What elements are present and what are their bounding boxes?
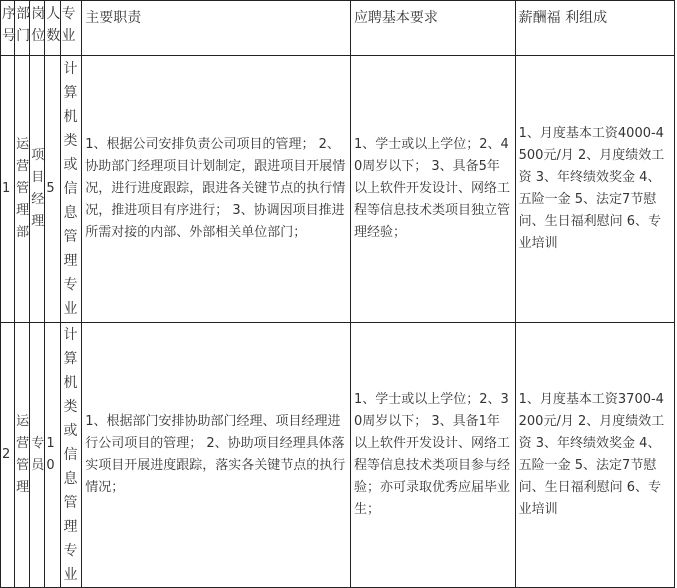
cell-position: 项目经理 [30, 56, 45, 323]
cell-dept: 运营管理部 [15, 56, 30, 323]
header-requirement: 应聘基本要求 [350, 1, 515, 56]
cell-duty: 1、根据部门安排协助部门经理、项目经理进行公司项目的管理； 2、协助项目经理具体落实项目开展进度跟踪，落实各关键节点的执行情况； [82, 323, 351, 588]
cell-requirement: 1、学士或以上学位；2、40周岁以下； 3、具备5年以上软件开发设计、网络工程等信息技术类项目独立管理经验； [350, 56, 515, 323]
cell-count: 5 [45, 56, 60, 323]
header-seq: 序号 [1, 1, 15, 56]
header-count: 人数 [45, 1, 60, 56]
header-duty: 主要职责 [82, 1, 351, 56]
cell-duty: 1、根据公司安排负责公司项目的管理； 2、协助部门经理项目计划制定，跟进项目开展情况，进行进度跟踪，跟进各关键节点的执行情况，推进项目有序进行； 3、协调因项目推进所需对接的内部、外部相关单位部门； [82, 56, 351, 323]
header-dept: 部门 [15, 1, 30, 56]
cell-position: 专员 [30, 323, 45, 588]
cell-seq: 1 [1, 56, 15, 323]
cell-major: 计算机类或信息管理专业 [60, 323, 82, 588]
header-salary: 薪酬福 利组成 [515, 1, 674, 56]
cell-requirement: 1、学士或以上学位；2、30周岁以下； 3、具备1年以上软件开发设计、网络工程等信息技术类项目参与经验；亦可录取优秀应届毕业生； [350, 323, 515, 588]
cell-salary: 1、月度基本工资3700-4200元/月 2、月度绩效工资 3、年终绩效奖金 4、五险一金 5、法定7节慰问、生日福利慰问 6、专业培训 [515, 323, 674, 588]
cell-dept: 运营管理 [15, 323, 30, 588]
header-position: 岗位 [30, 1, 45, 56]
header-row [1, 1, 675, 56]
cell-count: 10 [45, 323, 60, 588]
table-row [1, 323, 675, 588]
header-major: 专业 [60, 1, 82, 56]
cell-seq: 2 [1, 323, 15, 588]
cell-major: 计算机类或信息管理专业 [60, 56, 82, 323]
table-row [1, 56, 675, 323]
cell-salary: 1、月度基本工资4000-4500元/月 2、月度绩效工资 3、年终绩效奖金 4、五险一金 5、法定7节慰问、生日福利慰问 6、专业培训 [515, 56, 674, 323]
